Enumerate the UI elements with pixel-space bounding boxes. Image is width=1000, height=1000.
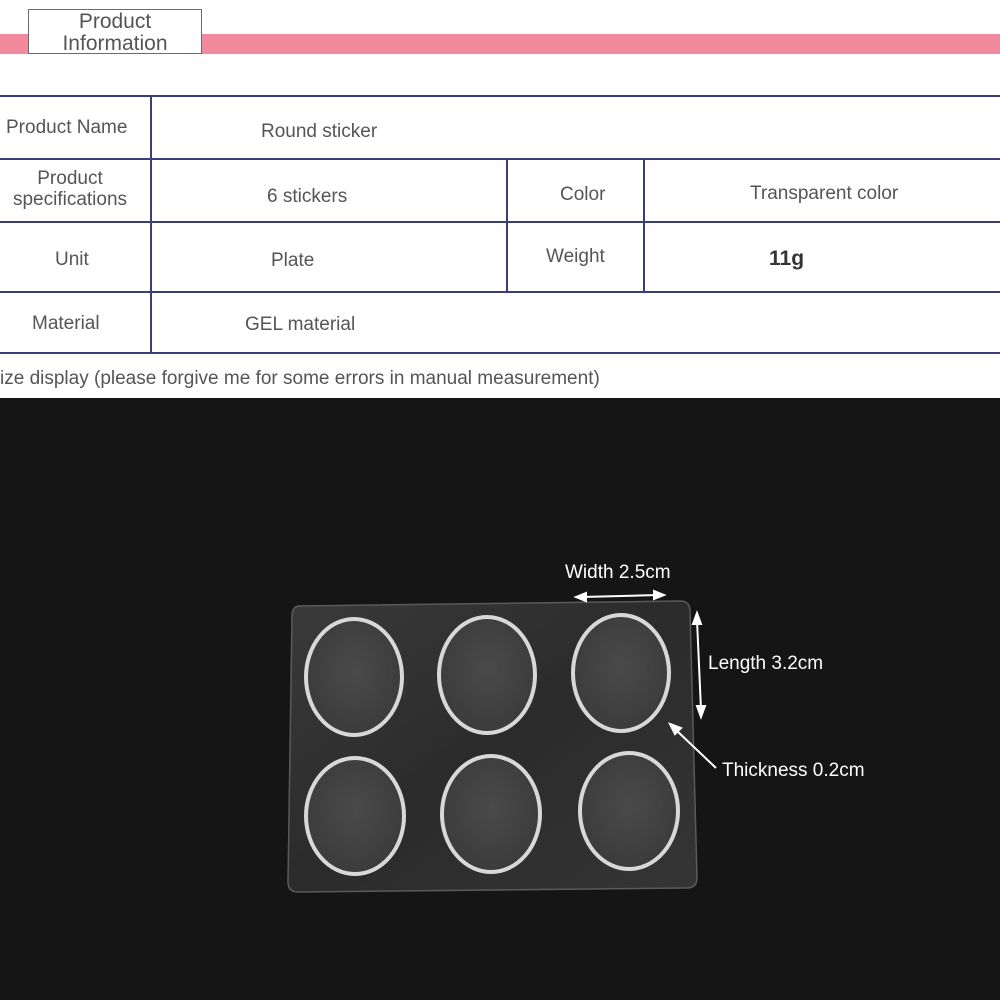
weight-value: 11g	[769, 247, 805, 270]
thickness-label: Thickness 0.2cm	[722, 760, 865, 781]
gel-dot	[439, 617, 535, 733]
arrowhead-icon	[693, 613, 701, 624]
length-label: Length 3.2cm	[708, 653, 824, 674]
spec-label	[0, 168, 140, 210]
unit-value: Plate	[271, 250, 315, 271]
width-arrow	[582, 595, 658, 597]
arrowhead-icon	[654, 591, 664, 599]
spec-label-line1: Product	[37, 168, 103, 189]
width-label: Width 2.5cm	[565, 562, 671, 583]
size-display-note: ize display (please forgive me for some errors in manual measurement)	[0, 368, 600, 389]
product-name-label: Product Name	[6, 117, 128, 138]
material-label: Material	[32, 313, 100, 334]
table-divider	[643, 158, 645, 293]
material-value: GEL material	[245, 314, 356, 335]
unit-label: Unit	[55, 249, 89, 270]
color-label: Color	[560, 184, 606, 205]
gel-dot	[442, 756, 540, 872]
table-divider	[150, 95, 152, 354]
product-name-value: Round sticker	[261, 121, 378, 142]
arrowhead-icon	[576, 593, 586, 601]
section-title	[28, 9, 202, 54]
gel-dot	[306, 758, 404, 874]
product-photo	[0, 398, 1000, 1000]
weight-label: Weight	[546, 246, 605, 267]
spec-label-line2: specifications	[12, 189, 128, 210]
gel-dot	[306, 619, 402, 735]
gel-dot	[580, 753, 678, 869]
spec-value: 6 stickers	[267, 186, 348, 207]
section-title-line1: Product	[78, 10, 152, 33]
color-value: Transparent color	[750, 183, 899, 204]
section-title-line2: Information	[62, 32, 168, 55]
gel-dot	[573, 615, 669, 731]
table-divider	[506, 158, 508, 293]
arrowhead-icon	[697, 706, 705, 717]
gel-sticker-sheet-illustration	[0, 398, 1000, 1000]
length-arrow	[697, 620, 701, 710]
